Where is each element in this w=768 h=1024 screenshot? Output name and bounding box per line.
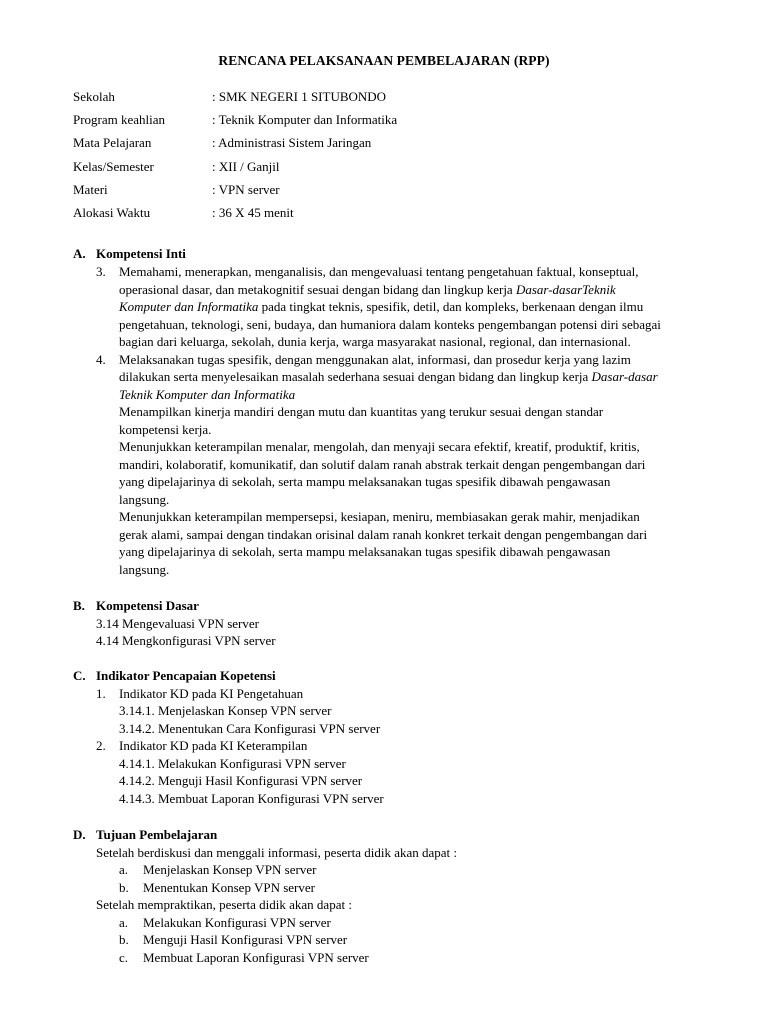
info-label: Mata Pelajaran [73,135,152,151]
section-heading [73,667,276,685]
ki4-p3-line-2: mandiri, kolaboratif, komunikatif, dan solutif dalam ranah abstrak terkait dengan pengembangan dari [119,457,646,472]
info-label: Sekolah [73,89,115,104]
ki4-p2-line-1: Menampilkan kinerja mandiri dengan mutu dan kuantitas yang terukur sesuai dengan standar [119,404,604,419]
ki4-p4-line-1: Menunjukkan keterampilan mempersepsi, kesiapan, meniru, membiasakan gerak mahir, menjadikan [119,509,640,524]
tujuan-item: Melakukan Konfigurasi VPN server [143,915,331,930]
info-value: : Teknik Komputer dan Informatika [212,112,398,128]
tujuan-intro: Setelah mempraktikan, peserta didik akan dapat : [96,897,352,912]
ki3-line-3 [119,298,713,316]
section-heading [73,597,199,615]
info-value: : Administrasi Sistem Jaringan [212,135,372,151]
ki4-p2-line-2: kompetensi kerja. [119,422,212,437]
section-title: Kompetensi Dasar [96,598,199,613]
ki4-text-italic: Dasar-dasar [591,369,658,384]
section-letter: B. [73,598,85,613]
ki4-line-1: Melaksanakan tugas spesifik, dengan menggunakan alat, informasi, dan prosedur kerja yang lazim [119,352,631,367]
ki-number: 4. [96,352,106,367]
ki3-line-1: Memahami, menerapkan, menganalisis, dan mengevaluasi tentang pengetahuan faktual, konseptual, [119,264,639,279]
list-mark: b. [119,932,129,947]
tujuan-item: Menentukan Konsep VPN server [143,880,315,895]
indikator-item: 4.14.1. Melakukan Konfigurasi VPN server [119,756,346,771]
ki3-text: operasional dasar, dan metakognitif sesuai dengan bidang dan lingkup kerja [119,282,516,297]
section-heading [73,245,186,263]
indikator-group-label: Indikator KD pada KI Keterampilan [119,738,308,753]
section-letter: D. [73,827,86,842]
list-mark: a. [119,862,129,877]
info-value: : XII / Ganjil [212,158,280,174]
indikator-item: 3.14.2. Menentukan Cara Konfigurasi VPN server [119,721,381,736]
ki3-text: pada tingkat teknis, spesifik, detil, dan kompleks, berkenaan dengan ilmu [258,299,644,314]
section-title: Kompetensi Inti [96,246,186,261]
tujuan-item: Menjelaskan Konsep VPN server [143,862,317,877]
indikator-number: 1. [96,686,106,701]
ki4-line-3: Teknik Komputer dan Informatika [119,387,296,402]
kd-item: 4.14 Mengkonfigurasi VPN server [96,633,276,648]
ki4-p4-line-2: gerak alami, sampai dengan tindakan orisinal dalam ranah konkret terkait dengan pengembangan dari [119,527,648,542]
ki3-line-4: pengetahuan, teknologi, seni, budaya, dan humaniora dalam konteks pengembangan potensi diri sebagai [119,317,661,332]
ki4-p3-line-3: yang dipelajarinya di sekolah, serta mampu melaksanakan tugas spesifik dibawah pengawasan [119,474,611,489]
ki3-text-italic: Dasar-dasarTeknik [515,282,616,297]
ki4-line-2 [119,368,713,386]
indikator-number: 2. [96,738,106,753]
ki4-p3-line-4: langsung. [119,492,170,507]
indikator-group-label: Indikator KD pada KI Pengetahuan [119,686,304,701]
indikator-item: 4.14.3. Membuat Laporan Konfigurasi VPN server [119,791,384,806]
info-value: : 36 X 45 menit [212,204,294,220]
info-label: Kelas/Semester [73,158,154,174]
kd-item: 3.14 Mengevaluasi VPN server [96,616,259,631]
info-label: Program keahlian [73,112,166,128]
tujuan-item: Menguji Hasil Konfigurasi VPN server [143,932,348,947]
ki3-text-italic: Komputer dan Informatika [119,299,259,314]
info-value: : SMK NEGERI 1 SITUBONDO [212,89,387,104]
list-mark: c. [119,950,129,965]
ki4-p3-line-1: Menunjukkan keterampilan menalar, mengolah, dan menyaji secara efektif, kreatif, produktif, kritis, [119,439,640,454]
info-label: Alokasi Waktu [73,204,151,220]
ki3-line-2 [119,281,713,299]
list-mark: a. [119,915,129,930]
section-letter: C. [73,668,86,683]
tujuan-item: Membuat Laporan Konfigurasi VPN server [143,950,369,965]
ki4-p4-line-3: yang dipelajarinya di sekolah, serta mampu melaksanakan tugas spesifik dibawah pengawasan [119,544,611,559]
ki3-line-5: bagian dari keluarga, sekolah, dunia kerja, warga masyarakat nasional, regional, dan internasional. [119,334,631,349]
document-title: RENCANA PELAKSANAAN PEMBELAJARAN (RPP) [218,53,550,68]
list-mark: b. [119,880,129,895]
section-heading [73,826,217,844]
ki-number: 3. [96,264,106,279]
ki4-p4-line-4: langsung. [119,562,170,577]
section-letter: A. [73,246,86,261]
ki4-text: dilakukan serta menyelesaikan masalah sederhana sesuai dengan bidang dan lingkup kerja [119,369,592,384]
info-label: Materi [73,181,108,197]
info-value: : VPN server [212,181,280,197]
indikator-item: 4.14.2. Menguji Hasil Konfigurasi VPN server [119,773,363,788]
tujuan-intro: Setelah berdiskusi dan menggali informasi, peserta didik akan dapat : [96,845,458,860]
section-title: Tujuan Pembelajaran [96,827,218,842]
indikator-item: 3.14.1. Menjelaskan Konsep VPN server [119,703,332,718]
section-title: Indikator Pencapaian Kopetensi [96,668,276,683]
